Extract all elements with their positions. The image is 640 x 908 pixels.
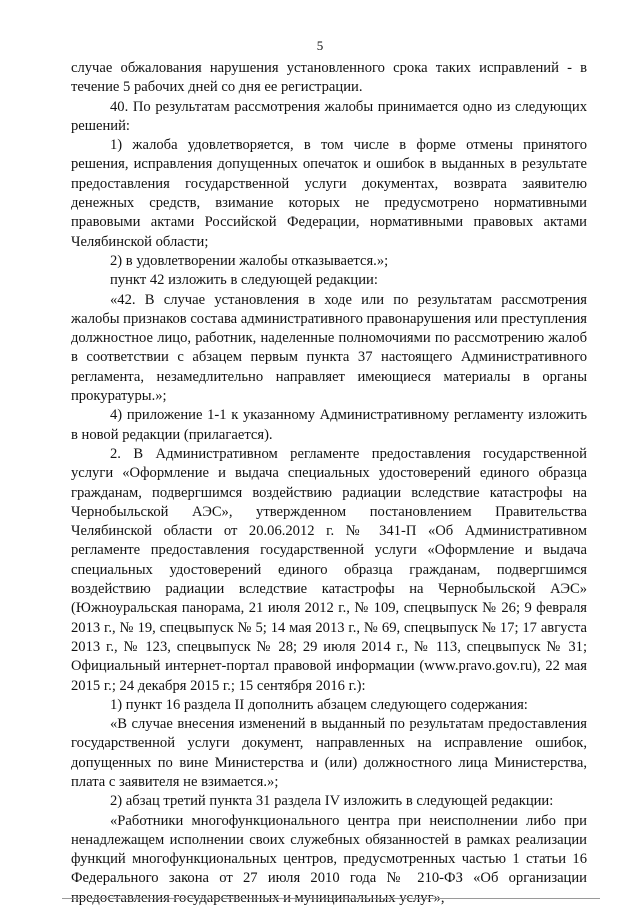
paragraph-item-42: «42. В случае установления в ходе или по результатам рассмотрения жалобы признаков состава административного правонарушения или преступления должностное лицо, работник, наделенные полномочиями по рассмотрению жалоб в соответствии с абзацем первым пункта 37 настоящего Административного регламента, незамедлительно направляет имеющиеся материалы в органы прокуратуры.»; [71, 291, 587, 405]
paragraph-item-42-intro: пункт 42 изложить в следующей редакции: [110, 272, 378, 289]
paragraph-decision-1: 1) жалоба удовлетворяется, в том числе в форме отмены принятого решения, исправления допущенных опечаток и ошибок в выданных в результате предоставления государственной услуги документах, возврата заявителю денежных средств, взимание которых не предусмотрено нормативными правовыми актами Российской Федерации, нормативными правовых актами Челябинской области; [71, 137, 587, 250]
page-number: 5 [316, 38, 324, 53]
document-body [71, 59, 587, 908]
paragraph-quote-mfc: «Работники многофункционального центра при неисполнении либо при ненадлежащем исполнении своих служебных обязанностей в рамках реализации функций многофункциональных центров, предусмотренных частью 1 статьи 16 Федерального закона от 27 июля 2010 года № 210-ФЗ «Об организации предоставления государственных и муниципальных услуг», [71, 812, 587, 906]
paragraph-point-31: 2) абзац третий пункта 31 раздела IV изложить в следующей редакции: [110, 793, 554, 810]
paragraph-appendix: 4) приложение 1-1 к указанному Административному регламенту изложить в новой редакции (прилагается). [71, 407, 587, 443]
paragraph-point-16: 1) пункт 16 раздела II дополнить абзацем следующего содержания: [110, 696, 528, 713]
paragraph-1: случае обжалования нарушения установленного срока таких исправлений - в течение 5 рабочих дней со дня ее регистрации. [71, 60, 587, 96]
paragraph-quote-fee: «В случае внесения изменений в выданный по результатам предоставления государственной услуги документ, направленных на исправление ошибок, допущенных по вине Министерства и (или) должностного лица Министерства, плата с заявителя не взимается.»; [71, 716, 587, 790]
paragraph-section-2: 2. В Административном регламенте предоставления государственной услуги «Оформление и выдача специальных удостоверений единого образца гражданам, подвергшимся воздействию радиации вследствие катастрофы на Чернобыльской АЭС», утвержденном постановлением Правительства Челябинской области от 20.06.2012 г. № 341-П «Об Административном регламенте предоставления государственной услуги «Оформление и выдача специальных удостоверений единого образца гражданам, подвергшимся воздействию радиации вследствие катастрофы на Чернобыльской АЭС» (Южноуральская панорама, 21 июля 2012 г., № 109, спецвыпуск № 26; 9 февраля 2013 г., № 19, спецвыпуск № 5; 14 мая 2013 г., № 69, спецвыпуск № 17; 17 августа 2013 г., № 123, спецвыпуск № 28; 29 июля 2014 г., № 113, спецвыпуск № 31; Официальный интернет-портал правовой информации (www.pravo.gov.ru), 22 мая 2015 г.; 24 декабря 2015 г.; 15 сентября 2016 г.): [71, 445, 587, 694]
paragraph-item-40: 40. По результатам рассмотрения жалобы принимается одно из следующих решений: [71, 98, 587, 134]
bottom-divider [62, 898, 600, 899]
paragraph-decision-2: 2) в удовлетворении жалобы отказывается.»; [110, 252, 389, 269]
